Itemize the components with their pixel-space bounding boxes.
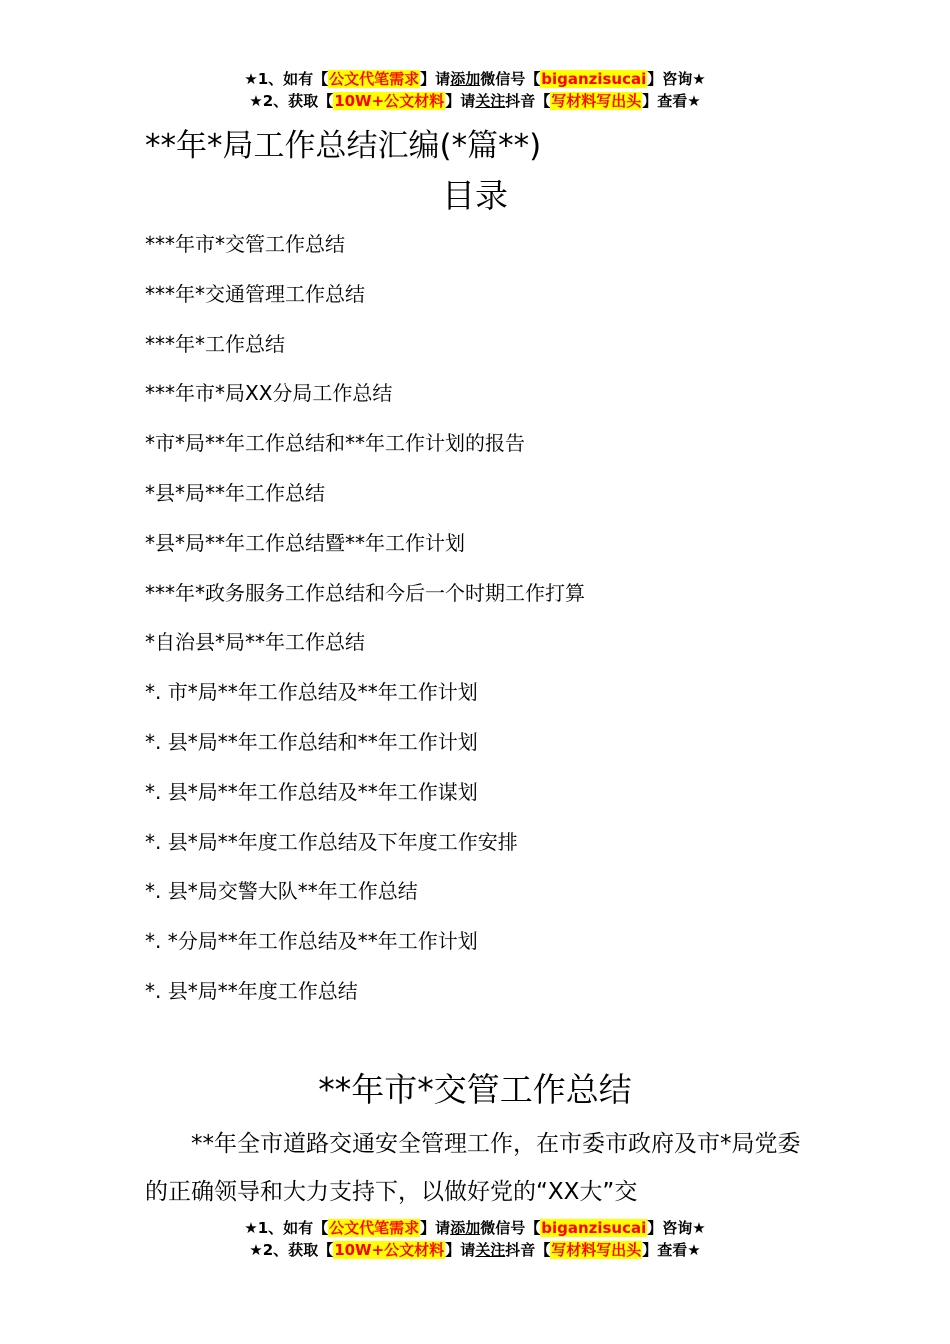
- toc-heading: 目录: [442, 176, 508, 215]
- banner-line-2: [0, 1239, 950, 1261]
- banner-underlined-text: 关注: [475, 1241, 506, 1259]
- banner-text: 】请: [445, 92, 476, 110]
- toc-item[interactable]: *. *分局**年工作总结及**年工作计划: [145, 929, 478, 954]
- banner-underlined-text: 关注: [475, 92, 506, 110]
- toc-item[interactable]: *. 县*局**年度工作总结及下年度工作安排: [145, 829, 518, 854]
- banner-underlined-text: 添加: [450, 1219, 481, 1237]
- banner-text: 】咨询★: [647, 1219, 706, 1237]
- banner-text: 】请: [420, 1219, 451, 1237]
- banner-highlight: 公文代笔需求: [329, 70, 420, 88]
- banner-text: 微信号【: [480, 1219, 541, 1237]
- banner-text: 】咨询★: [647, 70, 706, 88]
- toc-item[interactable]: ***年市*交管工作总结: [145, 232, 345, 256]
- toc-item[interactable]: *县*局**年工作总结: [145, 480, 325, 505]
- banner-highlight: 10W+公文材料: [334, 92, 445, 110]
- body-paragraph: **年全市道路交通安全管理工作，在市委市政府及市*局党委的正确领导和大力支持下，以做好党的“XX大”交: [145, 1131, 801, 1205]
- footer-banner: [0, 1217, 950, 1261]
- banner-highlight: 公文代笔需求: [329, 1219, 420, 1237]
- banner-highlight: 10W+公文材料: [334, 1241, 445, 1259]
- banner-highlight: 写材料写出头: [551, 1241, 642, 1259]
- banner-highlight: biganzisucai: [541, 1219, 647, 1237]
- banner-text: 微信号【: [480, 70, 541, 88]
- banner-text: 抖音【: [505, 1241, 551, 1259]
- banner-text: 】查看★: [642, 1241, 701, 1259]
- toc-item[interactable]: *. 县*局**年度工作总结: [145, 978, 358, 1003]
- toc-item[interactable]: *县*局**年工作总结暨**年工作计划: [145, 530, 465, 555]
- banner-text: 】请: [420, 70, 451, 88]
- banner-line-2: [0, 90, 950, 112]
- toc-item[interactable]: *市*局**年工作总结和**年工作计划的报告: [145, 431, 525, 456]
- banner-text: ★2、获取【: [249, 92, 334, 110]
- banner-text: ★2、获取【: [249, 1241, 334, 1259]
- document-title: **年*局工作总结汇编(*篇**): [145, 128, 542, 164]
- banner-text: 】请: [445, 1241, 476, 1259]
- toc-item[interactable]: ***年*政务服务工作总结和今后一个时期工作打算: [145, 580, 585, 605]
- banner-line-1: [0, 1217, 950, 1239]
- toc-item[interactable]: *. 市*局**年工作总结及**年工作计划: [145, 680, 478, 705]
- toc-item[interactable]: ***年*交通管理工作总结: [145, 281, 365, 306]
- toc-item[interactable]: *. 县*局**年工作总结和**年工作计划: [145, 729, 478, 754]
- banner-highlight: biganzisucai: [541, 70, 647, 88]
- toc-item[interactable]: *自治县*局**年工作总结: [145, 630, 365, 655]
- header-banner: [0, 68, 950, 112]
- banner-line-1: [0, 68, 950, 90]
- toc-item[interactable]: ***年市*局XX分局工作总结: [145, 381, 393, 406]
- banner-text: ★1、如有【: [244, 1219, 329, 1237]
- section-title: **年市*交管工作总结: [318, 1070, 632, 1109]
- banner-highlight: 写材料写出头: [551, 92, 642, 110]
- toc-item[interactable]: ***年*工作总结: [145, 331, 285, 356]
- banner-underlined-text: 添加: [450, 70, 481, 88]
- toc-item[interactable]: *. 县*局交警大队**年工作总结: [145, 879, 418, 904]
- banner-text: 抖音【: [505, 92, 551, 110]
- toc-item[interactable]: *. 县*局**年工作总结及**年工作谋划: [145, 779, 478, 804]
- banner-text: 】查看★: [642, 92, 701, 110]
- banner-text: ★1、如有【: [244, 70, 329, 88]
- table-of-contents: [145, 229, 585, 1026]
